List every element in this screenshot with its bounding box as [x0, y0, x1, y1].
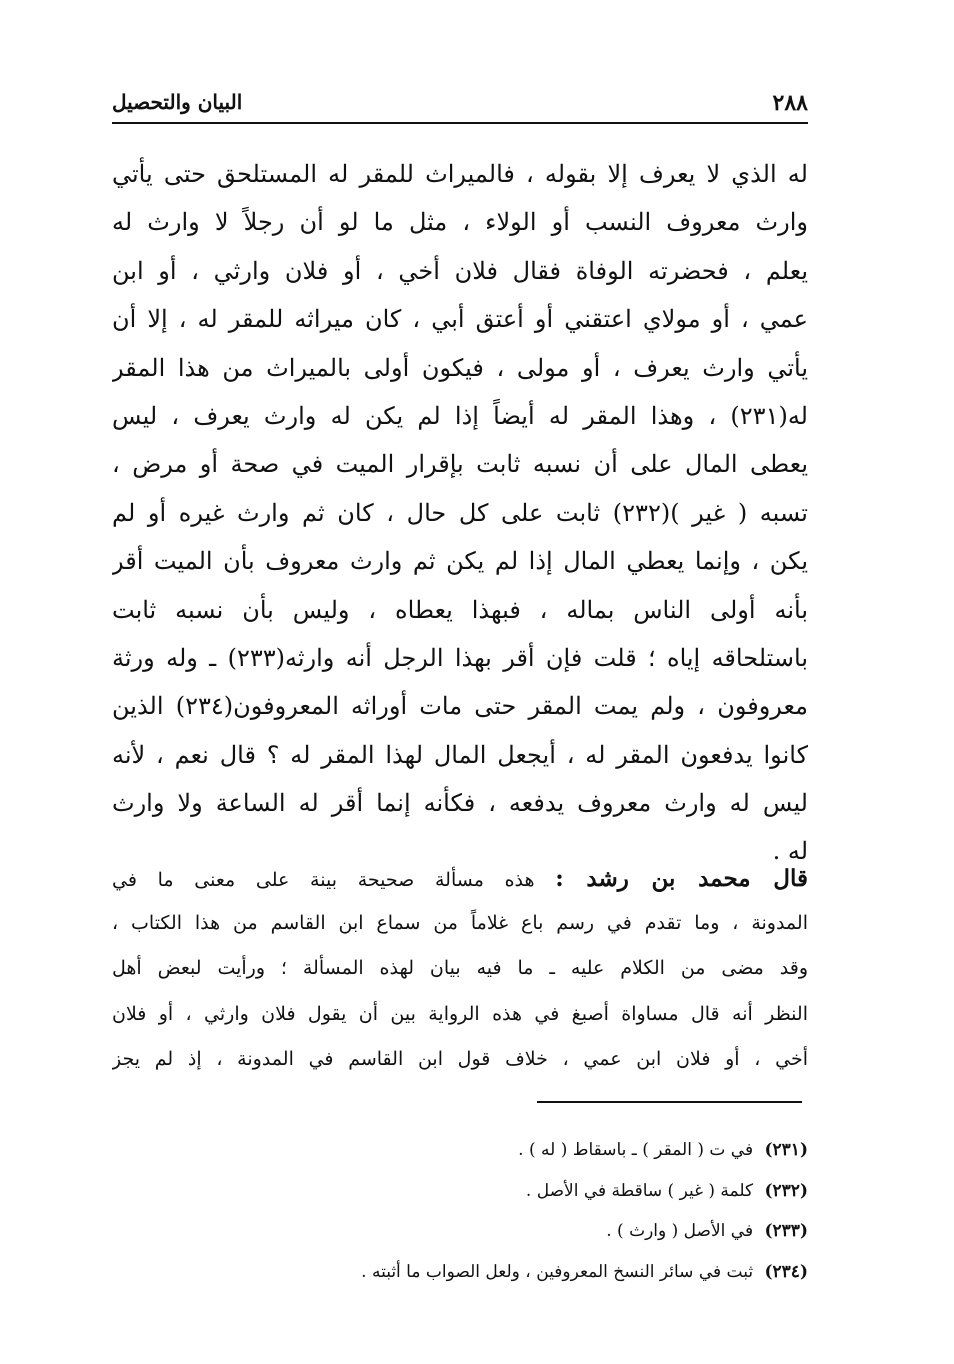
commentary-line: المدونة ، وما تقدم في رسم باع غلاماً من سماع ابن القاسم من هذا الكتاب ، [112, 912, 808, 935]
commentary-section [112, 856, 808, 1082]
page-header [112, 88, 808, 124]
footnote-text: في ت ( المقر ) ـ باسقاط ( له ) . [518, 1140, 754, 1160]
footnote-text: كلمة ( غير ) ساقطة في الأصل . [525, 1180, 754, 1201]
footnote-number: (٢٣١) [764, 1140, 808, 1160]
text-line: تسبه ( غير )(٢٣٢) ثابت على كل حال ، كان ثم وارث غيره أو لم [112, 498, 808, 527]
footnote-text: ثبت في سائر النسخ المعروفين ، ولعل الصواب ما أثبته . [361, 1261, 754, 1282]
text-line: له(٢٣١) ، وهذا المقر له أيضاً إذا لم يكن له وارث يعرف ، ليس [112, 401, 808, 430]
text-line: يعطى المال على أن نسبه ثابت بإقرار الميت في صحة أو مرض ، [112, 450, 808, 479]
text-line: له الذي لا يعرف إلا بقوله ، فالميراث للمقر له المستلحق حتى يأتي [112, 160, 808, 188]
text-line: عمي ، أو مولاي اعتقني أو أعتق أبي ، كان ميراثه للمقر له ، إلا أن [112, 305, 808, 334]
text-line: ليس له وارث معروف يدفعه ، فكأنه إنما أقر له الساعة ولا وارث [112, 789, 808, 818]
footnote-number: (٢٣٢) [764, 1180, 808, 1201]
footnote [112, 1211, 808, 1252]
footnote-text: في الأصل ( وارث ) . [606, 1221, 754, 1241]
commentary-line: أخي ، أو فلان ابن عمي ، خلاف قول ابن القاسم في المدونة ، إذ لم يجز [112, 1047, 808, 1070]
text-line: بأنه أولى الناس بماله ، فبهذا يعطاه ، وليس بأن نسبه ثابت [112, 595, 808, 624]
footnote [112, 1171, 808, 1212]
page-number: ٢٨٨ [772, 90, 808, 116]
text-line: يأتي وارث يعرف ، أو مولى ، فيكون أولى بالميراث من هذا المقر [112, 353, 808, 382]
commentary-lead: قال محمد بن رشد : [555, 865, 808, 892]
running-title: البيان والتحصيل [112, 90, 243, 114]
text-line: باستلحاقه إياه ؛ قلت فإن أقر بهذا الرجل أنه وارثه(٢٣٣) ـ وله ورثة [112, 643, 808, 672]
text-line: وارث معروف النسب أو الولاء ، مثل ما لو أن رجلاً لا وارث له [112, 208, 808, 237]
text-line: كانوا يدفعون المقر له ، أيجعل المال لهذا المقر له ؟ قال نعم ، لأنه [112, 740, 808, 769]
commentary-first-line [112, 856, 808, 901]
footnote-divider [537, 1101, 802, 1103]
main-text [112, 150, 808, 876]
commentary-line-rest: هذه مسألة صحيحة بينة على معنى ما في [112, 869, 535, 891]
footnote [112, 1252, 808, 1293]
commentary-line: النظر أنه قال مساواة أصبغ في هذه الرواية بين أن يقول فلان وارثي ، أو فلان [112, 1002, 808, 1025]
footnotes [112, 1130, 808, 1292]
footnote-number: (٢٣٤) [764, 1261, 808, 1282]
commentary-line: وقد مضى من الكلام عليه ـ ما فيه بيان لهذه المسألة ؛ ورأيت لبعض أهل [112, 957, 808, 980]
footnote-number: (٢٣٣) [764, 1221, 808, 1241]
footnote [112, 1130, 808, 1171]
text-line: معروفون ، ولم يمت المقر حتى مات أوراثه المعروفون(٢٣٤) الذين [112, 692, 808, 721]
text-line: له . [772, 837, 808, 866]
text-line: يعلم ، فحضرته الوفاة فقال فلان أخي ، أو فلان وارثي ، أو ابن [112, 256, 808, 285]
text-line: يكن ، وإنما يعطي المال إذا لم يكن ثم وارث معروف بأن الميت أقر [112, 547, 808, 576]
